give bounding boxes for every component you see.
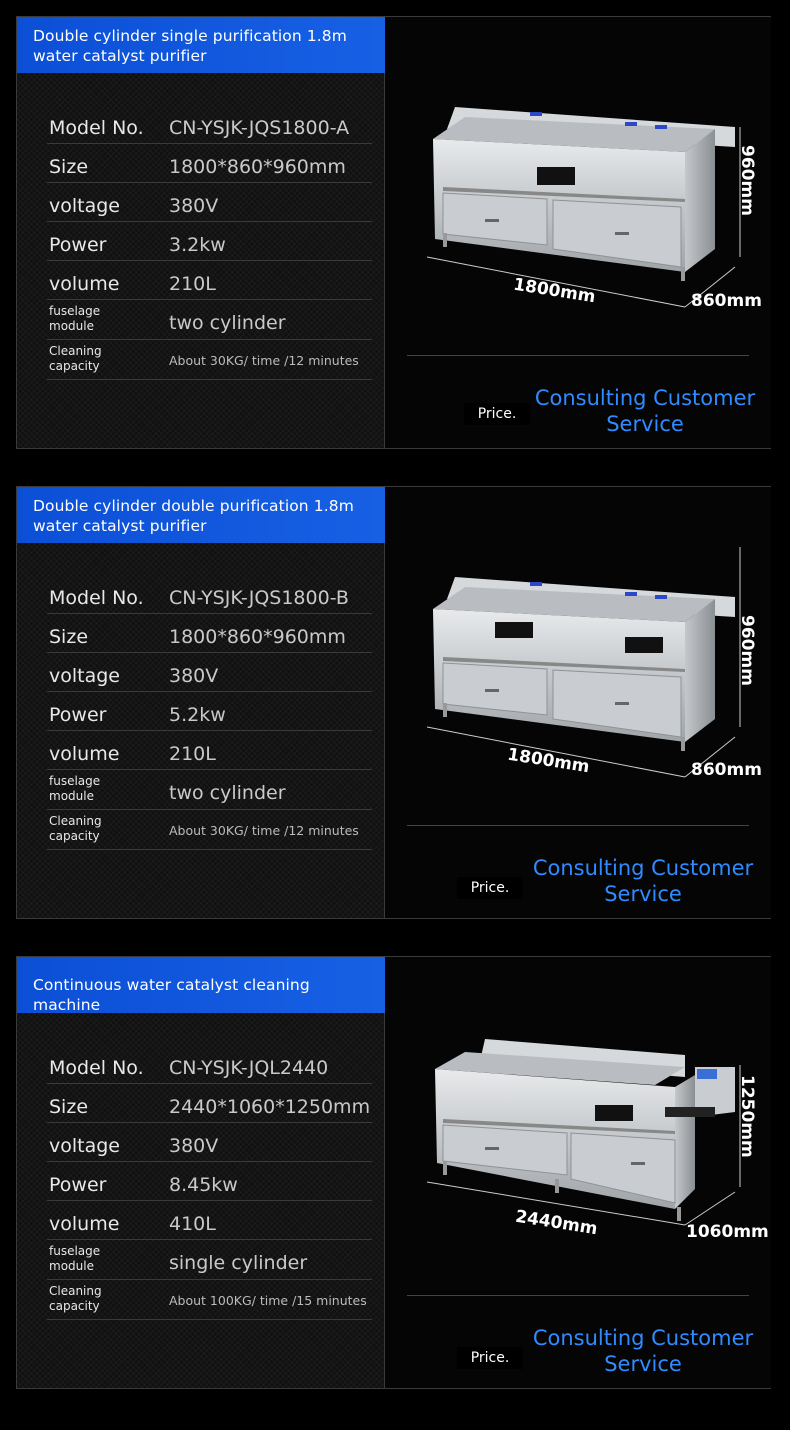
spec-label-line: capacity [49, 359, 100, 373]
product-title-line-1: Continuous water catalyst cleaning machine [33, 976, 310, 1014]
dimension-height: 960mm [737, 145, 757, 216]
consult-line-2: Service [604, 1352, 682, 1376]
product-card-1 [16, 16, 771, 449]
spec-label [49, 304, 100, 334]
spec-row-size [47, 144, 372, 183]
divider [407, 1295, 749, 1296]
price-label: Price. [457, 1347, 523, 1369]
spec-row-module [47, 770, 372, 810]
spec-value: 380V [169, 665, 219, 687]
spec-row-voltage [47, 1123, 372, 1162]
product-title-banner [17, 487, 385, 543]
spec-value: 380V [169, 1135, 219, 1157]
spec-table [47, 1045, 372, 1320]
spec-row-volume [47, 261, 372, 300]
spec-label [49, 814, 102, 844]
spec-value: 2440*1060*1250mm [169, 1096, 371, 1118]
consult-line-1: Consulting Customer [532, 856, 754, 880]
spec-value: 3.2kw [169, 234, 226, 256]
spec-value: two cylinder [169, 312, 286, 334]
consult-customer-service-link[interactable] [523, 1325, 763, 1377]
spec-value: 8.45kw [169, 1174, 238, 1196]
spec-row-size [47, 1084, 372, 1123]
spec-value: single cylinder [169, 1252, 308, 1274]
consult-customer-service-link[interactable] [525, 385, 765, 437]
spec-row-volume [47, 1201, 372, 1240]
spec-label: Size [49, 626, 89, 648]
consult-line-2: Service [606, 412, 684, 436]
spec-value: 210L [169, 273, 216, 295]
spec-label-line: Cleaning [49, 344, 102, 358]
spec-label: Model No. [49, 1057, 144, 1079]
spec-label [49, 344, 102, 374]
spec-value: CN-YSJK-JQS1800-B [169, 587, 349, 609]
spec-panel [17, 17, 385, 448]
spec-label: Size [49, 156, 89, 178]
dimension-depth: 860mm [691, 291, 762, 311]
consult-line-1: Consulting Customer [534, 386, 756, 410]
spec-label: Size [49, 1096, 89, 1118]
divider [407, 825, 749, 826]
spec-label: Power [49, 234, 107, 256]
product-title-banner [17, 957, 385, 1013]
spec-row-model [47, 1045, 372, 1084]
dimension-height: 1250mm [737, 1075, 757, 1158]
consult-line-1: Consulting Customer [532, 1326, 754, 1350]
spec-row-module [47, 1240, 372, 1280]
spec-value: two cylinder [169, 782, 286, 804]
spec-value: 210L [169, 743, 216, 765]
spec-row-capacity [47, 810, 372, 850]
product-title-line-2: water catalyst purifier [33, 47, 207, 65]
spec-label: voltage [49, 665, 120, 687]
spec-value: 5.2kw [169, 704, 226, 726]
spec-label-line: fuselage [49, 1244, 101, 1258]
spec-value: 380V [169, 195, 219, 217]
consult-customer-service-link[interactable] [523, 855, 763, 907]
price-label: Price. [464, 403, 530, 425]
product-image-panel [385, 487, 771, 918]
product-card-2 [16, 486, 771, 919]
spec-row-power [47, 1162, 372, 1201]
product-image-panel [385, 17, 771, 448]
spec-row-model [47, 575, 372, 614]
spec-label [49, 1244, 100, 1274]
spec-value: CN-YSJK-JQL2440 [169, 1057, 329, 1079]
spec-row-power [47, 222, 372, 261]
spec-value: About 30KG/ time /12 minutes [169, 823, 359, 838]
dimension-depth: 1060mm [686, 1222, 769, 1242]
spec-label-line: Cleaning [49, 1284, 102, 1298]
spec-row-model [47, 105, 372, 144]
spec-panel [17, 487, 385, 918]
spec-value: About 30KG/ time /12 minutes [169, 353, 359, 368]
dimension-depth: 860mm [691, 760, 762, 780]
spec-label-line: Cleaning [49, 814, 102, 828]
spec-label [49, 1284, 102, 1314]
consult-line-2: Service [604, 882, 682, 906]
product-title-line-1: Double cylinder double purification 1.8m [33, 497, 354, 515]
spec-value: About 100KG/ time /15 minutes [169, 1293, 367, 1308]
spec-value: 410L [169, 1213, 216, 1235]
spec-label-line: module [49, 1259, 94, 1273]
spec-value: CN-YSJK-JQS1800-A [169, 117, 350, 139]
spec-row-voltage [47, 183, 372, 222]
spec-label-line: capacity [49, 829, 100, 843]
spec-row-capacity [47, 340, 372, 380]
product-title-banner [17, 17, 385, 73]
spec-value: 1800*860*960mm [169, 626, 346, 648]
spec-table [47, 105, 372, 380]
dimension-length: 1800mm [505, 744, 591, 778]
spec-label: Power [49, 704, 107, 726]
spec-table [47, 575, 372, 850]
product-title-line-2: water catalyst purifier [33, 517, 207, 535]
spec-label-line: capacity [49, 1299, 100, 1313]
spec-row-size [47, 614, 372, 653]
price-label: Price. [457, 877, 523, 899]
dimension-length: 2440mm [513, 1206, 599, 1240]
dimension-length: 1800mm [511, 274, 597, 308]
spec-label: Power [49, 1174, 107, 1196]
spec-row-volume [47, 731, 372, 770]
spec-label: volume [49, 273, 120, 295]
spec-label: voltage [49, 195, 120, 217]
spec-label: Model No. [49, 117, 144, 139]
spec-label: Model No. [49, 587, 144, 609]
spec-panel [17, 957, 385, 1388]
spec-label-line: fuselage [49, 304, 101, 318]
spec-label [49, 774, 100, 804]
spec-row-module [47, 300, 372, 340]
spec-row-capacity [47, 1280, 372, 1320]
spec-label-line: module [49, 789, 94, 803]
spec-row-voltage [47, 653, 372, 692]
spec-label: volume [49, 743, 120, 765]
spec-value: 1800*860*960mm [169, 156, 346, 178]
spec-label: voltage [49, 1135, 120, 1157]
divider [407, 355, 749, 356]
spec-row-power [47, 692, 372, 731]
spec-label: volume [49, 1213, 120, 1235]
product-card-3 [16, 956, 771, 1389]
product-title-line-1: Double cylinder single purification 1.8m [33, 27, 347, 45]
dimension-height: 960mm [737, 615, 757, 686]
spec-label-line: fuselage [49, 774, 101, 788]
spec-label-line: module [49, 319, 94, 333]
product-image-panel [385, 957, 771, 1388]
